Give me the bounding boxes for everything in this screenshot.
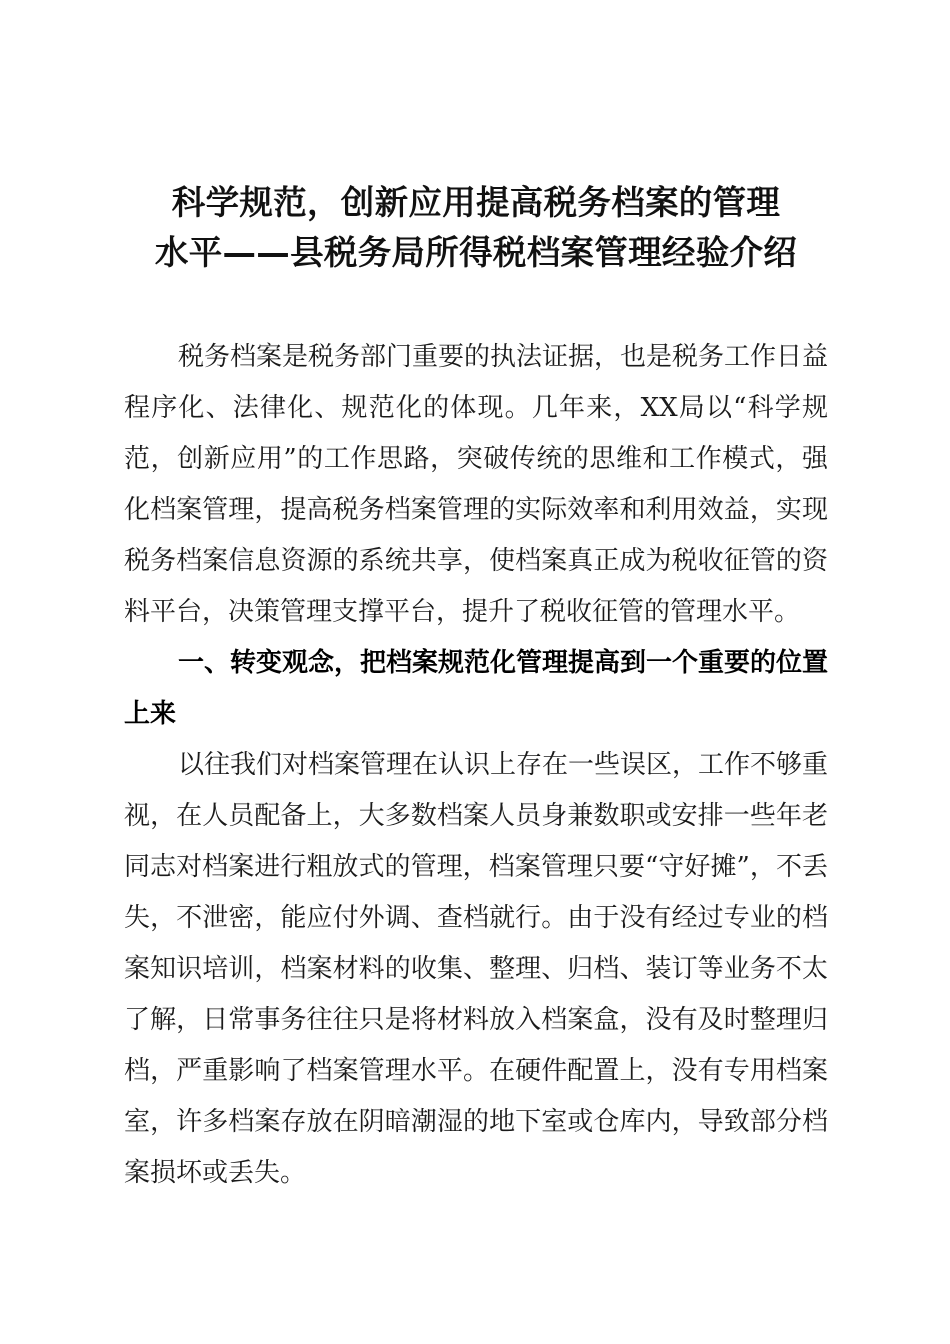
section-heading-one-text: 一、转变观念，把档案规范化管理提高到一个重要的位置上来 [124, 648, 829, 729]
section-heading-one [124, 638, 828, 740]
paragraph-section-one-body [124, 740, 828, 1199]
paragraph-intro [124, 332, 828, 638]
document-content [124, 178, 828, 1199]
paragraph-intro-text: 税务档案是税务部门重要的执法证据，也是税务工作日益程序化、法律化、规范化的体现。几年来，XX局以“科学规范，创新应用”的工作思路，突破传统的思维和工作模式，强化档案管理，提高税务档案管理的实际效率和利用效益，实现税务档案信息资源的系统共享，使档案真正成为税收征管的资料平台，决策管理支撑平台，提升了税收征管的管理水平。 [124, 342, 829, 627]
paragraph-section-one-body-text: 以往我们对档案管理在认识上存在一些误区，工作不够重视，在人员配备上，大多数档案人员身兼数职或安排一些年老同志对档案进行粗放式的管理，档案管理只要“守好摊”，不丢失，不泄密，能应付外调、查档就行。由于没有经过专业的档案知识培训，档案材料的收集、整理、归档、装订等业务不太了解，日常事务往往只是将材料放入档案盒，没有及时整理归档，严重影响了档案管理水平。在硬件配置上，没有专用档案室，许多档案存放在阴暗潮湿的地下室或仓库内，导致部分档案损坏或丢失。 [124, 750, 829, 1188]
page-title [124, 178, 828, 278]
page-title-line-1: 科学规范，创新应用提高税务档案的管理 [171, 183, 781, 222]
title-spacer [124, 278, 828, 332]
page-title-line-2: 水平——县税务局所得税档案管理经验介绍 [154, 233, 798, 272]
